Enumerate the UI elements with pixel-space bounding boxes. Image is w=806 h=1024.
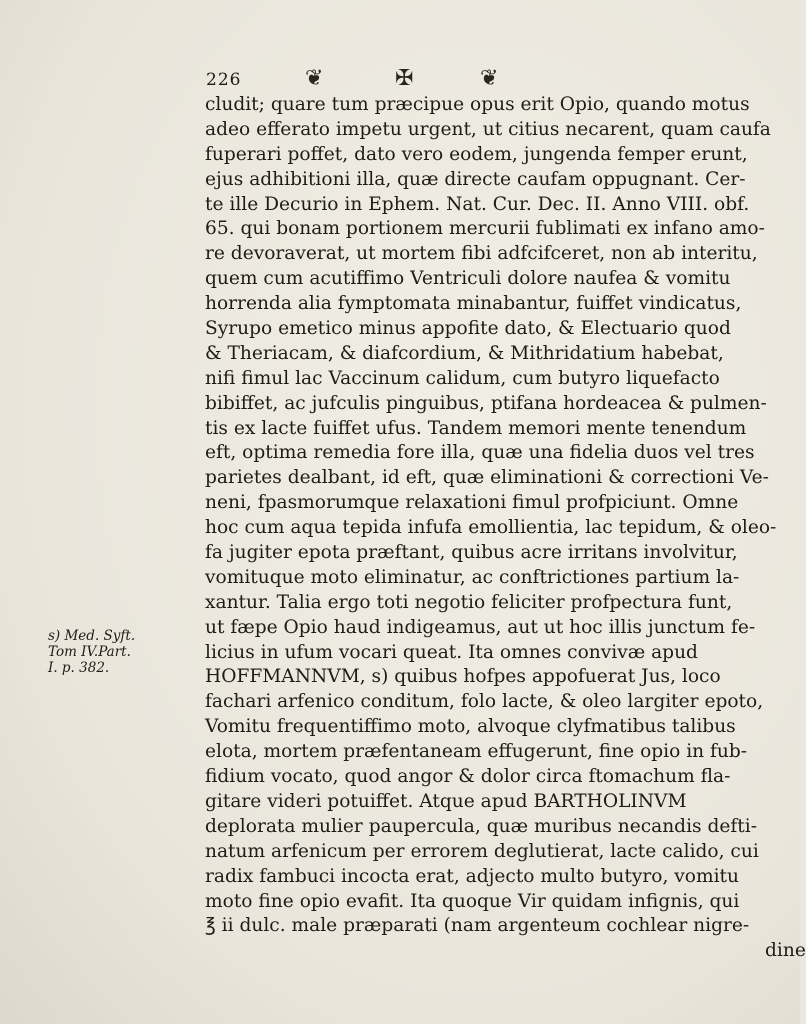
text-line: tis ex lacte fuiffet ufus. Tandem memori mente tenendum [205,417,747,439]
marginal-note [48,628,198,676]
text-line: eft, optima remedia fore illa, quæ una fidelia duos vel tres [205,442,755,464]
text-line: deplorata mulier paupercula, quæ muribus necandis defti- [205,815,757,837]
text-line: Vomitu frequentiffimo moto, alvoque clyfmatibus talibus [205,716,736,738]
text-line: fidium vocato, quod angor & dolor circa ftomachum fla- [205,766,731,788]
text-line: natum arfenicum per errorem deglutierat, lacte calido, cui [205,840,759,862]
text-line: nifi fimul lac Vaccinum calidum, cum butyro liquefacto [205,367,720,389]
text-line: neni, fpasmorumque relaxationi fimul profpiciunt. Omne [205,492,739,514]
text-line: ut fæpe Opio haud indigeamus, aut ut hoc illis junctum fe- [205,616,756,638]
text-line: adeo efferato impetu urgent, ut citius necarent, quam caufa [205,118,771,140]
text-line: vomituque moto eliminatur, ac conftrictiones partium la- [205,566,740,588]
text-line: dine [765,940,806,962]
ornament-left-icon: ❦ [305,66,324,91]
text-line: 65. qui bonam portionem mercurii fublimati ex infano amo- [205,218,765,240]
ornament-right-icon: ❦ [480,66,499,91]
text-line: bibiffet, ac jufculis pinguibus, ptifana hordeacea & pulmen- [205,392,767,414]
text-line: fachari arfenico conditum, folo lacte, & oleo largiter epoto, [205,691,764,713]
text-line: HOFFMANNVM, s) quibus hofpes appofuerat Jus, loco [205,666,721,688]
text-line: licius in ufum vocari queat. Ita omnes convivæ apud [205,641,698,663]
text-line: hoc cum aqua tepida infufa emollientia, lac tepidum, & oleo- [205,517,777,539]
marginal-note-line: Tom IV.Part. [48,644,131,660]
text-line: moto fine opio evafit. Ita quoque Vir quidam infignis, qui [205,890,740,912]
text-line: elota, mortem præfentaneam effugerunt, fine opio in fub- [205,741,748,763]
text-line: cludit; quare tum præcipue opus erit Opio, quando motus [205,94,750,115]
ornament-center-icon: ✠ [395,66,414,91]
text-line: parietes dealbant, id eft, quæ eliminationi & correctioni Ve- [205,467,769,489]
text-line: Syrupo emetico minus appofite dato, & Electuario quod [205,318,731,340]
text-line: fuperari poffet, dato vero eodem, jungenda femper erunt, [205,143,748,165]
page-number: 226 [206,70,242,90]
marginal-note-line: s) Med. Syft. [48,628,136,644]
text-line: te ille Decurio in Ephem. Nat. Cur. Dec. II. Anno VIII. obf. [205,193,750,215]
text-line: fa jugiter epota præftant, quibus acre irritans involvitur, [205,542,738,564]
text-line: ℥ ii dulc. male præparati (nam argenteum cochlear nigre- [205,915,750,937]
text-line: re devoraverat, ut mortem fibi adfcifceret, non ab interitu, [205,243,758,265]
text-line: xantur. Talia ergo toti negotio feliciter profpectura funt, [205,591,733,613]
body-text [205,93,806,964]
marginal-note-line: I. p. 382. [48,660,110,676]
text-line: quem cum acutiffimo Ventriculi dolore naufea & vomitu [205,268,731,290]
text-line: ejus adhibitioni illa, quæ directe caufam oppugnant. Cer- [205,168,746,190]
text-line: & Theriacam, & diafcordium, & Mithridatium habebat, [205,342,724,364]
text-line: radix fambuci incocta erat, adjecto multo butyro, vomitu [205,865,740,887]
text-line: gitare videri potuiffet. Atque apud BARTHOLINVM [205,790,687,812]
text-line: horrenda alia fymptomata minabantur, fuiffet vindicatus, [205,293,742,315]
